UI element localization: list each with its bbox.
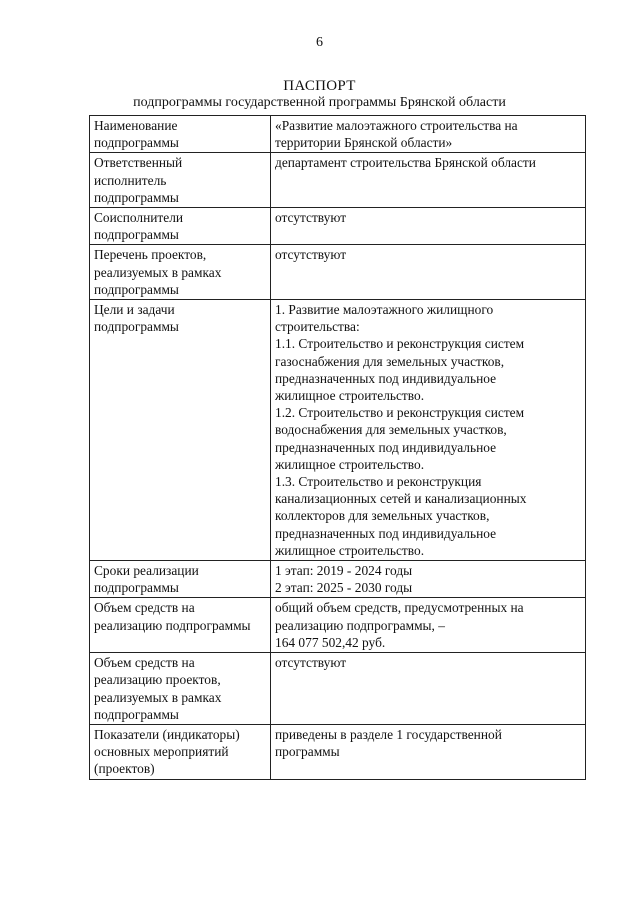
row-label-cell [90,116,271,153]
row-label-line: реализуемых в рамках [94,689,222,705]
row-value-cell [271,116,586,153]
table-row [90,598,586,653]
row-label-cell [90,653,271,725]
row-label-line: исполнитель [94,172,167,188]
row-value-line: жилищное строительство. [275,456,425,472]
row-value-line: территории Брянской области» [275,135,453,151]
row-label-line: подпрограммы [94,706,179,722]
row-label-line: реализацию проектов, [94,672,221,688]
row-value-cell [271,300,586,561]
row-value-line: «Развитие малоэтажного строительства на [275,118,518,133]
row-label-cell [90,208,271,245]
row-value-line: 1.3. Строительство и реконструкция [275,474,482,490]
table-row [90,116,586,153]
row-value-line: газоснабжения для земельных участков, [275,353,505,369]
row-value-cell [271,153,586,208]
row-label-line: подпрограммы [94,580,179,596]
row-value-line: коллекторов для земельных участков, [275,508,490,524]
table-row [90,724,586,779]
row-value-line: общий объем средств, предусмотренных на [275,600,524,616]
row-value-line: строительства: [275,319,360,335]
table-row [90,300,586,561]
row-label-cell [90,300,271,561]
row-label-line: подпрограммы [94,227,179,243]
document-title: ПАСПОРТ [283,78,356,94]
row-value-line: жилищное строительство. [275,388,425,404]
row-value-line: 2 этап: 2025 - 2030 годы [275,580,413,596]
row-label-line: Объем средств на [94,600,195,616]
row-label-line: (проектов) [94,761,155,777]
row-label-line: Цели и задачи [94,302,175,318]
row-label-line: Ответственный [94,155,183,171]
row-value-line: департамент строительства Брянской области [275,155,536,171]
row-value-line: предназначенных под индивидуальное [275,370,497,386]
document-subtitle: подпрограммы государственной программы Брянской области [133,95,506,110]
row-label-line: Наименование [94,118,178,133]
row-value-line: программы [275,744,340,760]
row-label-cell [90,153,271,208]
row-value-line: реализацию подпрограммы, – [275,617,445,633]
table-row [90,245,586,300]
row-value-line: отсутствуют [275,655,347,671]
row-label-line: Показатели (индикаторы) [94,726,240,742]
row-value-line: водоснабжения для земельных участков, [275,422,507,438]
row-value-cell [271,561,586,598]
table-row [90,653,586,725]
passport-table [89,115,586,780]
row-value-line: 164 077 502,42 руб. [275,634,386,650]
row-label-line: Сроки реализации [94,563,199,579]
row-value-cell [271,653,586,725]
row-value-line: 1.1. Строительство и реконструкция систем [275,336,525,352]
row-label-line: Соисполнители [94,210,184,226]
row-value-line: канализационных сетей и канализационных [275,491,527,507]
row-label-cell [90,724,271,779]
row-label-cell [90,561,271,598]
row-value-cell [271,245,586,300]
row-value-line: 1 этап: 2019 - 2024 годы [275,563,413,579]
page-number: 6 [316,35,323,50]
row-value-line: приведены в разделе 1 государственной [275,726,502,742]
row-label-line: подпрограммы [94,135,179,151]
row-value-cell [271,598,586,653]
row-value-line: отсутствуют [275,210,347,226]
table-row [90,153,586,208]
row-label-line: подпрограммы [94,189,179,205]
row-label-line: подпрограммы [94,281,179,297]
row-label-line: реализацию подпрограммы [94,617,251,633]
row-value-cell [271,724,586,779]
row-label-line: Объем средств на [94,655,195,671]
table-row [90,208,586,245]
row-value-cell [271,208,586,245]
passport-table-body [90,116,586,780]
row-value-line: 1. Развитие малоэтажного жилищного [275,302,494,318]
row-label-cell [90,245,271,300]
row-label-line: реализуемых в рамках [94,264,222,280]
row-value-line: жилищное строительство. [275,542,425,558]
row-label-line: Перечень проектов, [94,247,207,263]
row-label-line: основных мероприятий [94,744,229,760]
row-label-line: подпрограммы [94,319,179,335]
row-label-cell [90,598,271,653]
row-value-line: предназначенных под индивидуальное [275,439,497,455]
row-value-line: предназначенных под индивидуальное [275,525,497,541]
row-value-line: отсутствуют [275,247,347,263]
table-row [90,561,586,598]
row-value-line: 1.2. Строительство и реконструкция систем [275,405,525,421]
